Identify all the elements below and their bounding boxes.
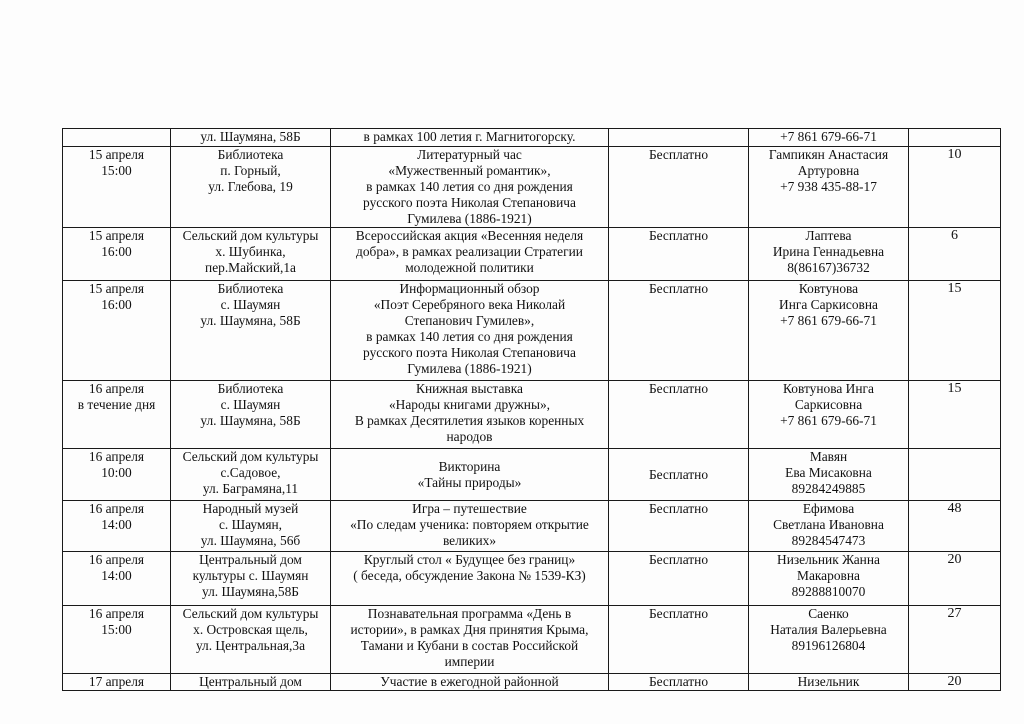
date-cell-line: 15 апреля (88, 281, 145, 296)
place-cell-line: с. Шаумян (220, 297, 281, 312)
price-cell-text: Бесплатно (648, 381, 709, 396)
place-cell-line: Народный музей (202, 501, 299, 516)
contact-cell-line: Мавян (809, 449, 848, 464)
place-cell-line: Библиотека (217, 281, 284, 296)
contact-cell-line: Саенко (808, 606, 849, 621)
event-cell-line: Викторина (438, 458, 501, 474)
date-cell-line: 14:00 (101, 517, 132, 532)
contact-cell-line: Лаптева (805, 228, 852, 243)
date-cell-line: 15 апреля (88, 228, 145, 243)
price-cell (609, 147, 749, 228)
date-cell-line: 15:00 (101, 163, 132, 178)
place-cell-line: ул. Центральная,3а (195, 638, 306, 653)
place-cell (171, 552, 331, 606)
contact-cell-line: +7 861 679-66-71 (780, 129, 877, 144)
event-cell-line: в рамках 100 летия г. Магнитогорску. (363, 129, 576, 144)
event-cell-line: Гумилева (1886-1921) (407, 211, 532, 226)
place-cell-line: ул. Шаумяна, 58Б (200, 129, 301, 144)
event-cell-line: Участие в ежегодной районной (380, 674, 559, 689)
event-cell (331, 606, 609, 674)
event-cell-line: Литературный час (417, 147, 522, 162)
date-cell (63, 129, 171, 147)
table-row (63, 674, 1001, 691)
count-cell-text: 10 (947, 147, 962, 162)
place-cell (171, 449, 331, 501)
contact-cell (749, 674, 909, 691)
contact-cell-line: Ефимова (802, 501, 855, 516)
event-cell-line: «Тайны природы» (417, 474, 522, 490)
place-cell-line: Центральный дом (199, 674, 302, 689)
event-cell (331, 281, 609, 381)
place-cell-line: ул. Шаумяна, 56б (200, 533, 301, 548)
contact-cell (749, 381, 909, 449)
contact-cell (749, 281, 909, 381)
count-cell-text: 6 (951, 228, 958, 243)
event-cell-line: «Поэт Серебряного века Николай (373, 297, 566, 312)
date-cell-line: 16 апреля (88, 381, 145, 396)
event-cell-line: «По следам ученика: повторяем открытие (350, 517, 589, 532)
count-cell (909, 129, 1001, 147)
event-cell-line: Игра – путешествие (412, 501, 527, 516)
event-cell-line: «Мужественный романтик», (388, 163, 551, 178)
date-cell-line: 17 апреля (88, 674, 145, 689)
event-cell-line: русского поэта Николая Степановича (363, 195, 576, 210)
contact-cell (749, 606, 909, 674)
event-cell-line: Тамани и Кубани в состав Российской (360, 638, 579, 653)
date-cell-line: 15:00 (101, 622, 132, 637)
place-cell-line: п. Горный, (220, 163, 281, 178)
date-cell (63, 381, 171, 449)
date-cell (63, 501, 171, 552)
place-cell-line: Библиотека (217, 381, 284, 396)
count-cell-text: 48 (947, 501, 962, 516)
place-cell-line: х. Островская щель, (193, 622, 308, 637)
price-cell (609, 449, 749, 501)
contact-cell-line: 89196126804 (791, 638, 866, 653)
event-cell-line: добра», в рамках реализации Стратегии (356, 244, 583, 259)
contact-cell (749, 228, 909, 281)
contact-cell-line: Саркисовна (794, 397, 863, 412)
table-row (63, 281, 1001, 381)
contact-cell (749, 552, 909, 606)
event-cell-line: народов (446, 429, 493, 444)
price-cell (609, 381, 749, 449)
place-cell (171, 381, 331, 449)
event-cell (331, 449, 609, 501)
contact-cell-line: Макаровна (797, 568, 860, 583)
table-row (63, 147, 1001, 228)
place-cell (171, 674, 331, 691)
contact-cell-line: 8(86167)36732 (787, 260, 870, 275)
table-row (63, 501, 1001, 552)
event-cell-line: В рамках Десятилетия языков коренных (354, 413, 585, 428)
contact-cell-line: +7 861 679-66-71 (780, 413, 877, 428)
date-cell (63, 228, 171, 281)
count-cell-text: 27 (947, 606, 962, 621)
events-table-body (63, 129, 1001, 691)
place-cell (171, 606, 331, 674)
date-cell-line: в течение дня (77, 397, 156, 412)
contact-cell-line: Гампикян Анастасия (768, 147, 889, 162)
price-cell-text: Бесплатно (648, 674, 709, 689)
date-cell (63, 674, 171, 691)
table-row (63, 552, 1001, 606)
count-cell (909, 552, 1001, 606)
contact-cell-line: Ева Мисаковна (785, 465, 872, 480)
contact-cell-line: Ковтунова (798, 281, 859, 296)
contact-cell-line: Инга Саркисовна (779, 297, 878, 312)
contact-cell-line: Низельник Жанна (777, 552, 880, 567)
count-cell-text: 15 (947, 381, 962, 396)
event-cell-line: русского поэта Николая Степановича (363, 345, 576, 360)
place-cell-line: с.Садовое, (220, 465, 281, 480)
event-cell-line: «Народы книгами дружны», (388, 397, 551, 412)
event-cell-line: Познавательная программа «День в (367, 606, 572, 621)
count-cell (909, 449, 1001, 501)
contact-cell-line: 89288810070 (791, 584, 866, 599)
place-cell-line: ул. Глебова, 19 (208, 179, 293, 194)
place-cell-line: Центральный дом (199, 552, 302, 567)
date-cell-line: 16 апреля (88, 606, 145, 621)
place-cell-line: с. Шаумян, (218, 517, 283, 532)
place-cell-line: пер.Майский,1а (205, 260, 296, 275)
contact-cell (749, 449, 909, 501)
price-cell (609, 674, 749, 691)
date-cell (63, 147, 171, 228)
place-cell-line: ул. Шаумяна, 58Б (200, 313, 301, 328)
table-row (63, 606, 1001, 674)
contact-cell-line: +7 938 435-88-17 (780, 179, 877, 194)
contact-cell-line: +7 861 679-66-71 (780, 313, 877, 328)
place-cell-line: х. Шубинка, (215, 244, 286, 259)
contact-cell-line: Ирина Геннадьевна (772, 244, 885, 259)
count-cell-text: 20 (947, 552, 962, 567)
date-cell-line: 14:00 (101, 568, 132, 583)
event-cell-line: Гумилева (1886-1921) (407, 361, 532, 376)
price-cell-text: Бесплатно (648, 228, 709, 243)
events-table (62, 128, 1001, 691)
place-cell-line: Сельский дом культуры (182, 606, 319, 621)
count-cell (909, 606, 1001, 674)
price-cell (609, 552, 749, 606)
price-cell-text: Бесплатно (648, 501, 709, 516)
event-cell (331, 501, 609, 552)
place-cell-line: Сельский дом культуры (182, 449, 319, 464)
price-cell-text: Бесплатно (648, 281, 709, 296)
price-cell-text: Бесплатно (648, 147, 709, 162)
event-cell-line: в рамках 140 летия со дня рождения (366, 329, 573, 344)
event-cell-line: Степанович Гумилев», (404, 313, 535, 328)
place-cell (171, 228, 331, 281)
table-row (63, 381, 1001, 449)
date-cell-line: 16 апреля (88, 501, 145, 516)
contact-cell-line: 89284249885 (791, 481, 866, 496)
place-cell-line: с. Шаумян (220, 397, 281, 412)
count-cell (909, 674, 1001, 691)
event-cell-line: Книжная выставка (416, 381, 523, 396)
date-cell (63, 449, 171, 501)
count-cell (909, 228, 1001, 281)
count-cell-text: 15 (947, 281, 962, 296)
event-cell-line: Информационный обзор (399, 281, 540, 296)
place-cell-line: Библиотека (217, 147, 284, 162)
contact-cell-line: Наталия Валерьевна (770, 622, 887, 637)
date-cell (63, 552, 171, 606)
event-cell (331, 228, 609, 281)
place-cell-line: ул. Баграмяна,11 (202, 481, 299, 496)
event-cell-line: великих» (442, 533, 497, 548)
event-cell (331, 129, 609, 147)
price-cell-text: Бесплатно (648, 466, 709, 482)
table-row (63, 129, 1001, 147)
count-cell (909, 281, 1001, 381)
date-cell-line: 16:00 (101, 244, 132, 259)
date-cell-line: 16 апреля (88, 552, 145, 567)
date-cell-line: 16 апреля (88, 449, 145, 464)
count-cell (909, 501, 1001, 552)
price-cell (609, 606, 749, 674)
event-cell-line: Всероссийская акция «Весенняя неделя (355, 228, 584, 243)
contact-cell (749, 129, 909, 147)
place-cell-line: ул. Шаумяна,58Б (202, 584, 299, 599)
event-cell-line: в рамках 140 летия со дня рождения (366, 179, 573, 194)
date-cell (63, 606, 171, 674)
event-cell-line: империи (444, 654, 495, 669)
place-cell-line: культуры с. Шаумян (192, 568, 309, 583)
price-cell (609, 228, 749, 281)
contact-cell (749, 501, 909, 552)
event-cell-line: ( беседа, обсуждение Закона № 1539-КЗ) (353, 568, 586, 583)
place-cell (171, 129, 331, 147)
contact-cell (749, 147, 909, 228)
price-cell-text: Бесплатно (648, 606, 709, 621)
event-cell-line: Круглый стол « Будущее без границ» (363, 552, 576, 567)
event-cell (331, 381, 609, 449)
event-cell (331, 147, 609, 228)
count-cell (909, 147, 1001, 228)
date-cell (63, 281, 171, 381)
price-cell (609, 281, 749, 381)
contact-cell-line: 89284547473 (791, 533, 866, 548)
place-cell (171, 281, 331, 381)
table-row (63, 449, 1001, 501)
table-row (63, 228, 1001, 281)
place-cell-line: Сельский дом культуры (182, 228, 319, 243)
place-cell (171, 147, 331, 228)
contact-cell-line: Ковтунова Инга (783, 381, 874, 396)
event-cell (331, 552, 609, 606)
contact-cell-line: Артуровна (797, 163, 860, 178)
contact-cell-line: Низельник (797, 674, 860, 689)
contact-cell-line: Светлана Ивановна (773, 517, 884, 532)
place-cell (171, 501, 331, 552)
price-cell (609, 501, 749, 552)
count-cell (909, 381, 1001, 449)
event-cell (331, 674, 609, 691)
date-cell-line: 16:00 (101, 297, 132, 312)
date-cell-line: 10:00 (101, 465, 132, 480)
place-cell-line: ул. Шаумяна, 58Б (200, 413, 301, 428)
count-cell-text: 20 (947, 674, 962, 689)
event-cell-line: истории», в рамках Дня принятия Крыма, (350, 622, 589, 637)
price-cell-text: Бесплатно (648, 552, 709, 567)
date-cell-line: 15 апреля (88, 147, 145, 162)
price-cell (609, 129, 749, 147)
event-cell-line: молодежной политики (405, 260, 534, 275)
